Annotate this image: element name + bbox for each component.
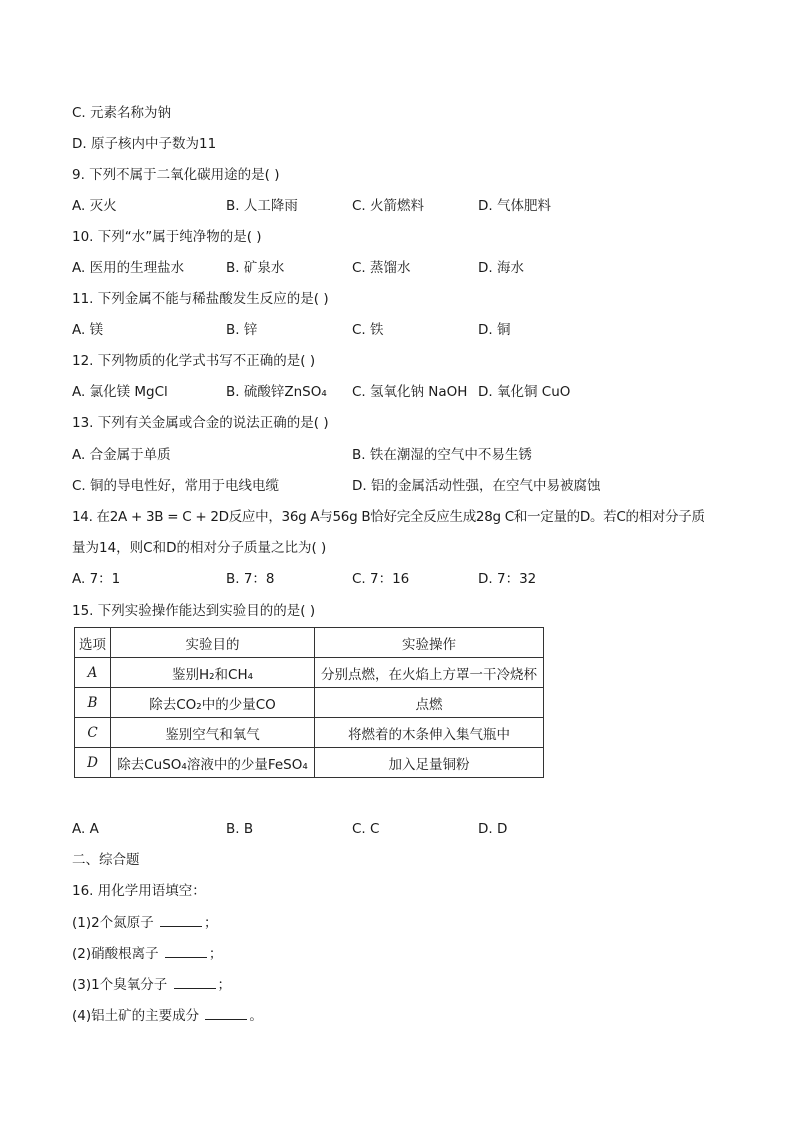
q15-option-d: D. D: [478, 821, 508, 837]
table-row: [75, 688, 544, 718]
table-row: [75, 658, 544, 688]
q14-option-b: B. 7：8: [226, 571, 275, 587]
table-cell: A: [75, 658, 111, 688]
q14-option-a: A. 7：1: [72, 571, 121, 587]
q15-option-c: C. C: [352, 821, 380, 837]
q12-option-c: C. 氢氧化钠 NaOH: [352, 384, 468, 400]
q12-option-b: B. 硫酸锌ZnSO₄: [226, 384, 327, 400]
answer-blank[interactable]: [160, 914, 202, 927]
table-cell: B: [75, 688, 111, 718]
q11-option-d: D. 铜: [478, 322, 511, 338]
q12-stem: 12. 下列物质的化学式书写不正确的是( ): [72, 353, 316, 369]
answer-blank[interactable]: [165, 945, 207, 958]
q11-option-b: B. 锌: [226, 322, 258, 338]
q16-item-label: (3)1个臭氧分子: [72, 977, 168, 993]
q14-stem-line2: 量为14，则C和D的相对分子质量之比为( ): [72, 540, 327, 556]
table-cell: 加入足量铜粉: [315, 748, 544, 778]
q11-option-c: C. 铁: [352, 322, 384, 338]
q9-option-a: A. 灭火: [72, 198, 117, 214]
q15-table: [74, 627, 544, 778]
q13-option-d: D. 铝的金属活动性强，在空气中易被腐蚀: [352, 478, 601, 494]
table-cell: 除去CuSO₄溶液中的少量FeSO₄: [111, 748, 315, 778]
table-header-row: [75, 628, 544, 658]
table-cell: 鉴别空气和氧气: [111, 718, 315, 748]
section-heading: 二、综合题: [72, 852, 140, 868]
table-header-cell: 选项: [75, 628, 111, 658]
q9-option-d: D. 气体肥料: [478, 198, 551, 214]
q10-stem: 10. 下列“水”属于纯净物的是( ): [72, 229, 262, 245]
q10-option-d: D. 海水: [478, 260, 524, 276]
q13-option-c: C. 铜的导电性好，常用于电线电缆: [72, 478, 280, 494]
table-cell: D: [75, 748, 111, 778]
q13-option-b: B. 铁在潮湿的空气中不易生锈: [352, 447, 532, 463]
table-cell: 分别点燃，在火焰上方罩一干冷烧杯: [315, 658, 544, 688]
table-cell: 点燃: [315, 688, 544, 718]
answer-blank[interactable]: [174, 976, 216, 989]
q12-option-a: A. 氯化镁 MgCl: [72, 384, 168, 400]
q9-stem: 9. 下列不属于二氧化碳用途的是( ): [72, 167, 280, 183]
q16-item-2: [72, 945, 222, 963]
q13-option-a: A. 合金属于单质: [72, 447, 171, 463]
q10-option-c: C. 蒸馏水: [352, 260, 411, 276]
q8-option-c: C. 元素名称为钠: [72, 105, 172, 121]
q11-option-a: A. 镁: [72, 322, 104, 338]
q11-stem: 11. 下列金属不能与稀盐酸发生反应的是( ): [72, 291, 329, 307]
table-cell: 鉴别H₂和CH₄: [111, 658, 315, 688]
answer-blank[interactable]: [205, 1007, 247, 1020]
q16-item-label: (4)铝土矿的主要成分: [72, 1008, 200, 1024]
q8-option-d: D. 原子核内中子数为11: [72, 136, 217, 152]
q16-item-label: (1)2个氮原子: [72, 915, 154, 931]
q10-option-a: A. 医用的生理盐水: [72, 260, 185, 276]
q9-option-b: B. 人工降雨: [226, 198, 298, 214]
q12-option-d: D. 氧化铜 CuO: [478, 384, 571, 400]
table-header-cell: 实验目的: [111, 628, 315, 658]
q14-option-c: C. 7：16: [352, 571, 410, 587]
table-header-cell: 实验操作: [315, 628, 544, 658]
table-cell: 将燃着的木条伸入集气瓶中: [315, 718, 544, 748]
q16-item-3: [72, 976, 231, 994]
q14-stem-line1: 14. 在2A + 3B = C + 2D反应中，36g A与56g B恰好完全反应生成28g C和一定量的D。若C的相对分子质: [72, 509, 705, 525]
table-cell: 除去CO₂中的少量CO: [111, 688, 315, 718]
q13-stem: 13. 下列有关金属或合金的说法正确的是( ): [72, 415, 329, 431]
table-row: [75, 718, 544, 748]
q16-item-1: [72, 914, 218, 932]
q14-option-d: D. 7：32: [478, 571, 537, 587]
q16-item-label: (2)硝酸根离子: [72, 946, 159, 962]
q16-item-4: [72, 1007, 263, 1025]
q16-item-end: 。: [249, 1008, 263, 1024]
q15-option-b: B. B: [226, 821, 254, 837]
q15-stem: 15. 下列实验操作能达到实验目的的是( ): [72, 603, 316, 619]
q16-item-end: ；: [217, 977, 232, 993]
q16-stem: 16. 用化学用语填空：: [72, 883, 206, 899]
q16-item-end: ；: [204, 915, 218, 931]
q9-option-c: C. 火箭燃料: [352, 198, 425, 214]
table-row: [75, 748, 544, 778]
q15-option-a: A. A: [72, 821, 99, 837]
q16-item-end: ；: [208, 946, 223, 962]
q10-option-b: B. 矿泉水: [226, 260, 285, 276]
table-cell: C: [75, 718, 111, 748]
